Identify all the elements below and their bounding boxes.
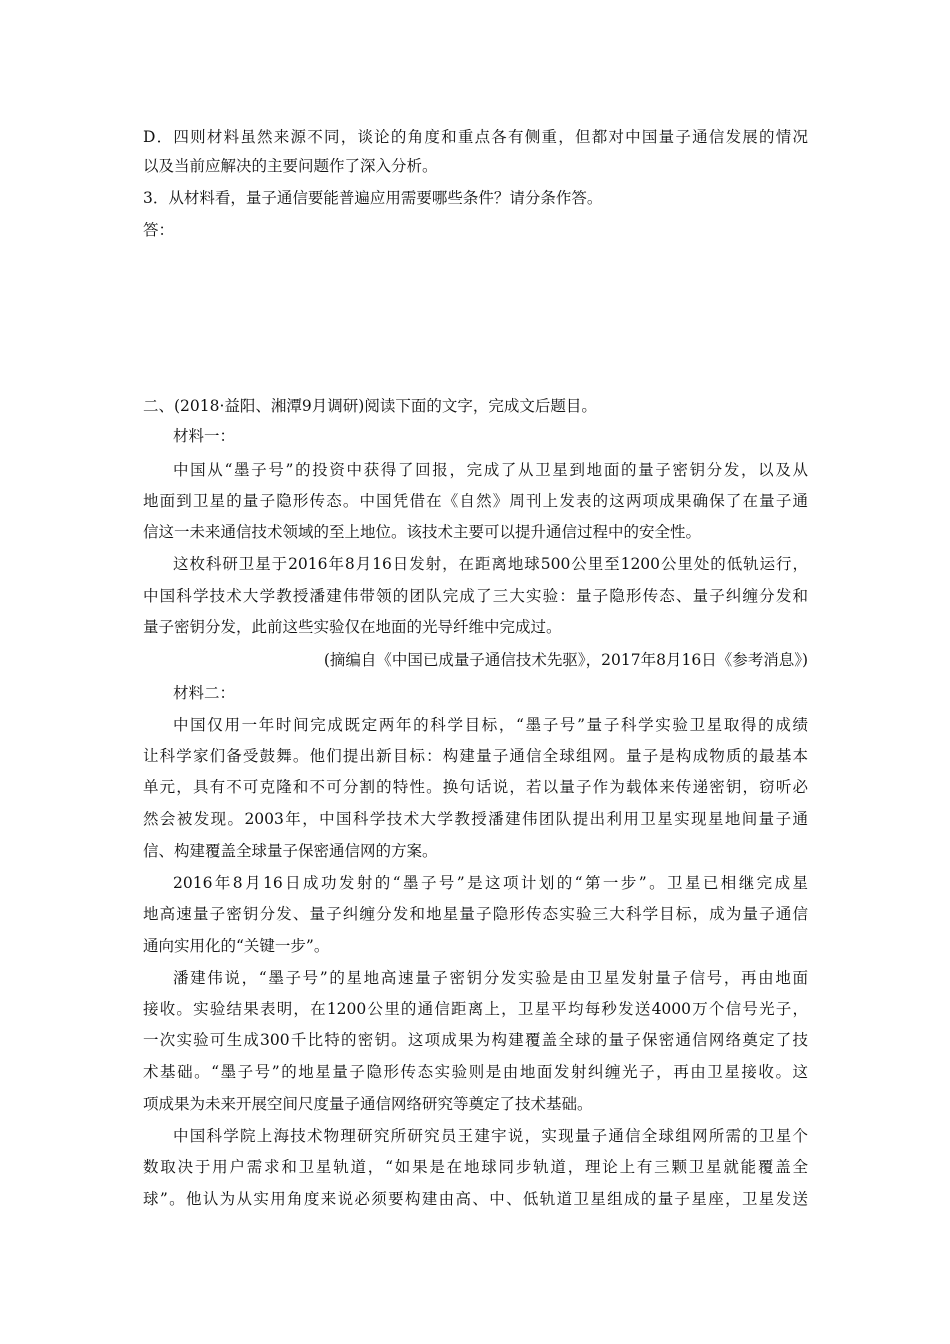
material-one-p2-line: 这枚科研卫星于2016年8月16日发射，在距离地球500公里至1200公里处的低轨运行， (173, 555, 808, 573)
material-one-p1-line: 中国从“墨子号”的投资中获得了回报，完成了从卫星到地面的量子密钥分发，以及从 (173, 461, 808, 479)
option-d-line-2: 以及当前应解决的主要问题作了深入分析。 (143, 157, 438, 175)
section-two-heading: 二、(2018·益阳、湘潭9月调研)阅读下面的文字，完成文后题目。 (143, 397, 597, 415)
material-two-p2-line: 地高速量子密钥分发、量子纠缠分发和地星量子隐形传态实验三大科学目标，成为量子通信 (143, 905, 808, 923)
material-one-p2-line: 量子密钥分发，此前这些实验仅在地面的光导纤维中完成过。 (143, 618, 562, 636)
material-two-p3-line: 项成果为未来开展空间尺度量子通信网络研究等奠定了技术基础。 (143, 1095, 593, 1113)
material-two-p1-line: 然会被发现。2003年，中国科学技术大学教授潘建伟团队提出利用卫星实现星地间量子通 (143, 810, 808, 828)
material-two-p2-line: 2016年8月16日成功发射的“墨子号”是这项计划的“第一步”。卫星已相继完成星 (173, 874, 808, 892)
question-3: 3．从材料看，量子通信要能普遍应用需要哪些条件？请分条作答。 (143, 189, 603, 207)
material-two-p2-line: 通向实用化的“关键一步”。 (143, 937, 330, 955)
material-two-p4-line: 中国科学院上海技术物理研究所研究员王建宇说，实现量子通信全球组网所需的卫星个 (173, 1127, 808, 1145)
material-two-label: 材料二： (173, 684, 236, 702)
material-two-p4-line: 球”。他认为从实用角度来说必须要构建由高、中、低轨道卫星组成的量子星座，卫星发送 (143, 1190, 808, 1208)
answer-label: 答： (143, 221, 175, 239)
material-two-p1-line: 中国仅用一年时间完成既定两年的科学目标，“墨子号”量子科学实验卫星取得的成绩 (173, 716, 808, 734)
material-one-label: 材料一： (173, 427, 236, 445)
material-two-p3-line: 一次实验可生成300千比特的密钥。这项成果为构建覆盖全球的量子保密通信网络奠定了技 (143, 1031, 808, 1049)
option-d-line-1: D．四则材料虽然来源不同，谈论的角度和重点各有侧重，但都对中国量子通信发展的情况 (143, 128, 808, 146)
material-two-p3-line: 潘建伟说，“墨子号”的星地高速量子密钥分发实验是由卫星发射量子信号，再由地面 (173, 969, 808, 987)
material-one-p2-line: 中国科学技术大学教授潘建伟带领的团队完成了三大实验：量子隐形传态、量子纠缠分发和 (143, 587, 808, 605)
material-one-source: (摘编自《中国已成量子通信技术先驱》，2017年8月16日《参考消息》) (323, 651, 808, 669)
material-two-p1-line: 单元，具有不可克隆和不可分割的特性。换句话说，若以量子作为载体来传递密钥，窃听必 (143, 778, 808, 796)
material-one-p1-line: 信这一未来通信技术领域的至上地位。该技术主要可以提升通信过程中的安全性。 (143, 523, 702, 541)
material-two-p3-line: 术基础。“墨子号”的地星量子隐形传态实验则是由地面发射纠缠光子，再由卫星接收。这 (143, 1063, 808, 1081)
material-two-p1-line: 信、构建覆盖全球量子保密通信网的方案。 (143, 842, 438, 860)
material-two-p3-line: 接收。实验结果表明，在1200公里的通信距离上，卫星平均每秒发送4000万个信号光子， (143, 1000, 808, 1018)
material-one-p1-line: 地面到卫星的量子隐形传态。中国凭借在《自然》周刊上发表的这两项成果确保了在量子通 (143, 492, 808, 510)
material-two-p1-line: 让科学家们备受鼓舞。他们提出新目标：构建量子通信全球组网。量子是构成物质的最基本 (143, 747, 808, 765)
material-two-p4-line: 数取决于用户需求和卫星轨道，“如果是在地球同步轨道，理论上有三颗卫星就能覆盖全 (143, 1158, 808, 1176)
